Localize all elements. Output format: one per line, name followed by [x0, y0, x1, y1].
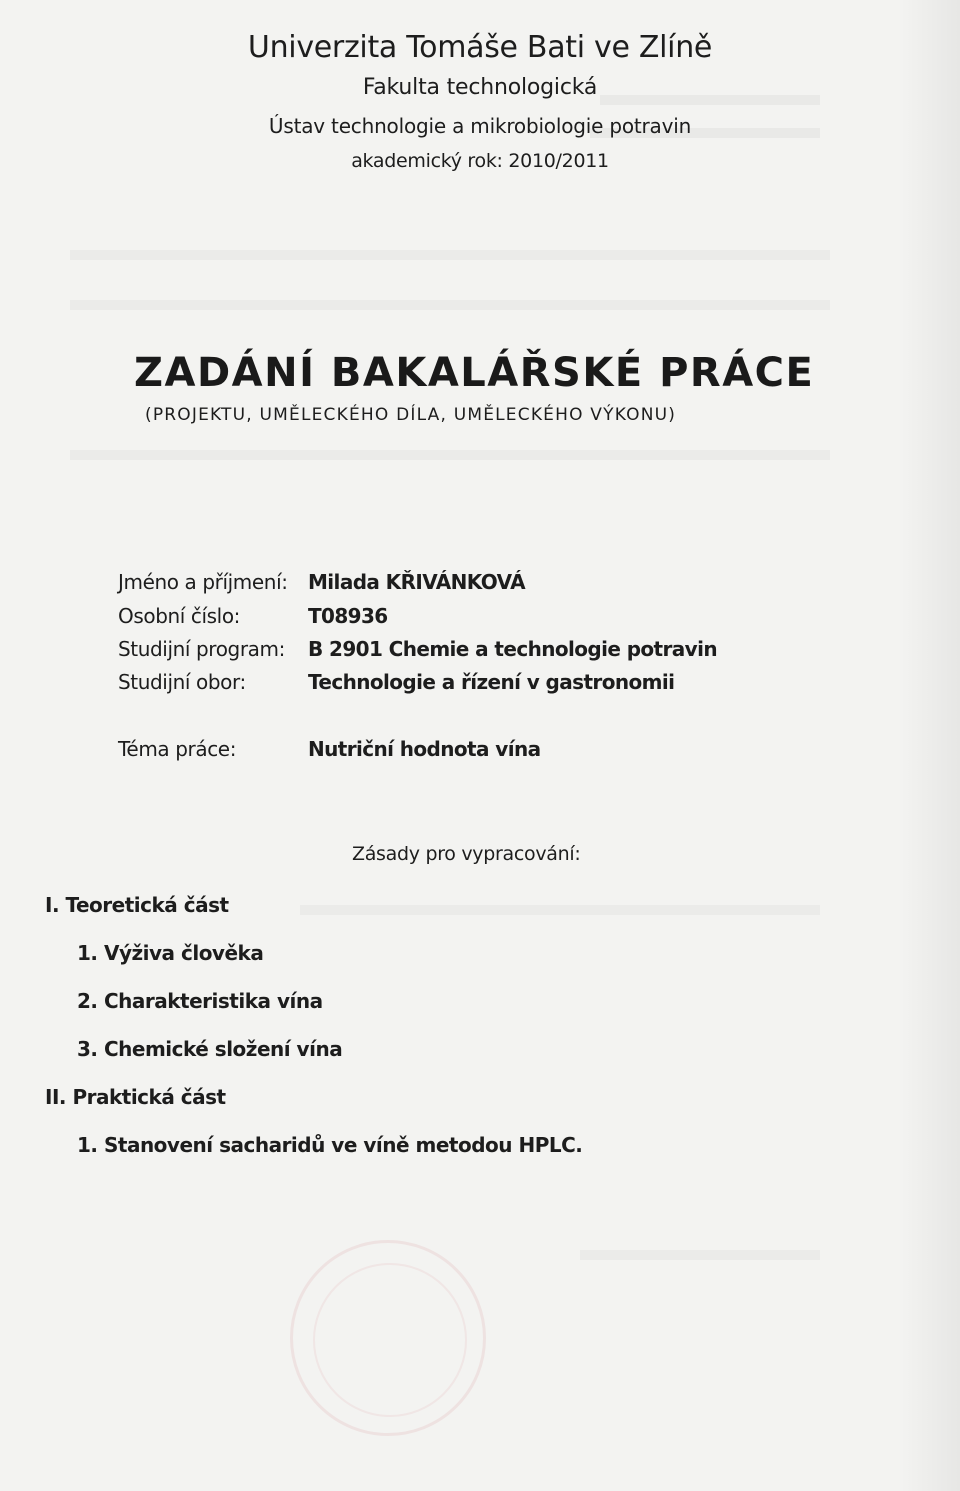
bleed-through-line — [580, 1250, 820, 1260]
field-label: Jméno a příjmení: — [118, 570, 288, 594]
field-label: Téma práce: — [118, 737, 237, 761]
faint-stamp — [290, 1240, 486, 1436]
institute-name: Ústav technologie a mikrobiologie potravin — [268, 114, 692, 138]
field-label: Studijní program: — [118, 637, 285, 661]
university-name: Univerzita Tomáše Bati ve Zlíně — [247, 30, 713, 65]
outline-item: 3. Chemické složení vína — [77, 1037, 343, 1061]
field-study-branch — [118, 670, 675, 694]
field-thesis-topic — [118, 737, 541, 761]
bleed-through-line — [300, 905, 820, 915]
page-edge-shadow — [900, 0, 960, 1491]
document-subtitle: (PROJEKTU, UMĚLECKÉHO DÍLA, UMĚLECKÉHO VÝKONU) — [145, 405, 677, 425]
faint-stamp-inner-ring — [313, 1263, 467, 1417]
field-study-program — [118, 637, 717, 661]
outline-item: 2. Charakteristika vína — [77, 989, 323, 1013]
document-title: ZADÁNÍ BAKALÁŘSKÉ PRÁCE — [134, 350, 815, 396]
principles-heading: Zásady pro vypracování: — [352, 843, 581, 865]
bleed-through-line — [70, 250, 830, 260]
field-value: T08936 — [308, 604, 388, 628]
outline-part-2: II. Praktická část — [45, 1085, 226, 1109]
field-label: Osobní číslo: — [118, 604, 240, 628]
outline-part-1: I. Teoretická část — [45, 893, 229, 917]
faculty-name: Fakulta technologická — [362, 75, 598, 100]
field-name — [118, 570, 526, 594]
outline-item: 1. Stanovení sacharidů ve víně metodou HPLC. — [77, 1133, 583, 1157]
field-label: Studijní obor: — [118, 670, 246, 694]
field-personal-number — [118, 604, 388, 628]
bleed-through-line — [70, 450, 830, 460]
field-value: Milada KŘIVÁNKOVÁ — [308, 570, 526, 594]
field-value: Technologie a řízení v gastronomii — [308, 670, 675, 694]
field-value: B 2901 Chemie a technologie potravin — [308, 637, 717, 661]
outline-item: 1. Výživa člověka — [77, 941, 264, 965]
bleed-through-line — [70, 300, 830, 310]
field-value: Nutriční hodnota vína — [308, 737, 541, 761]
academic-year: akademický rok: 2010/2011 — [351, 150, 609, 172]
